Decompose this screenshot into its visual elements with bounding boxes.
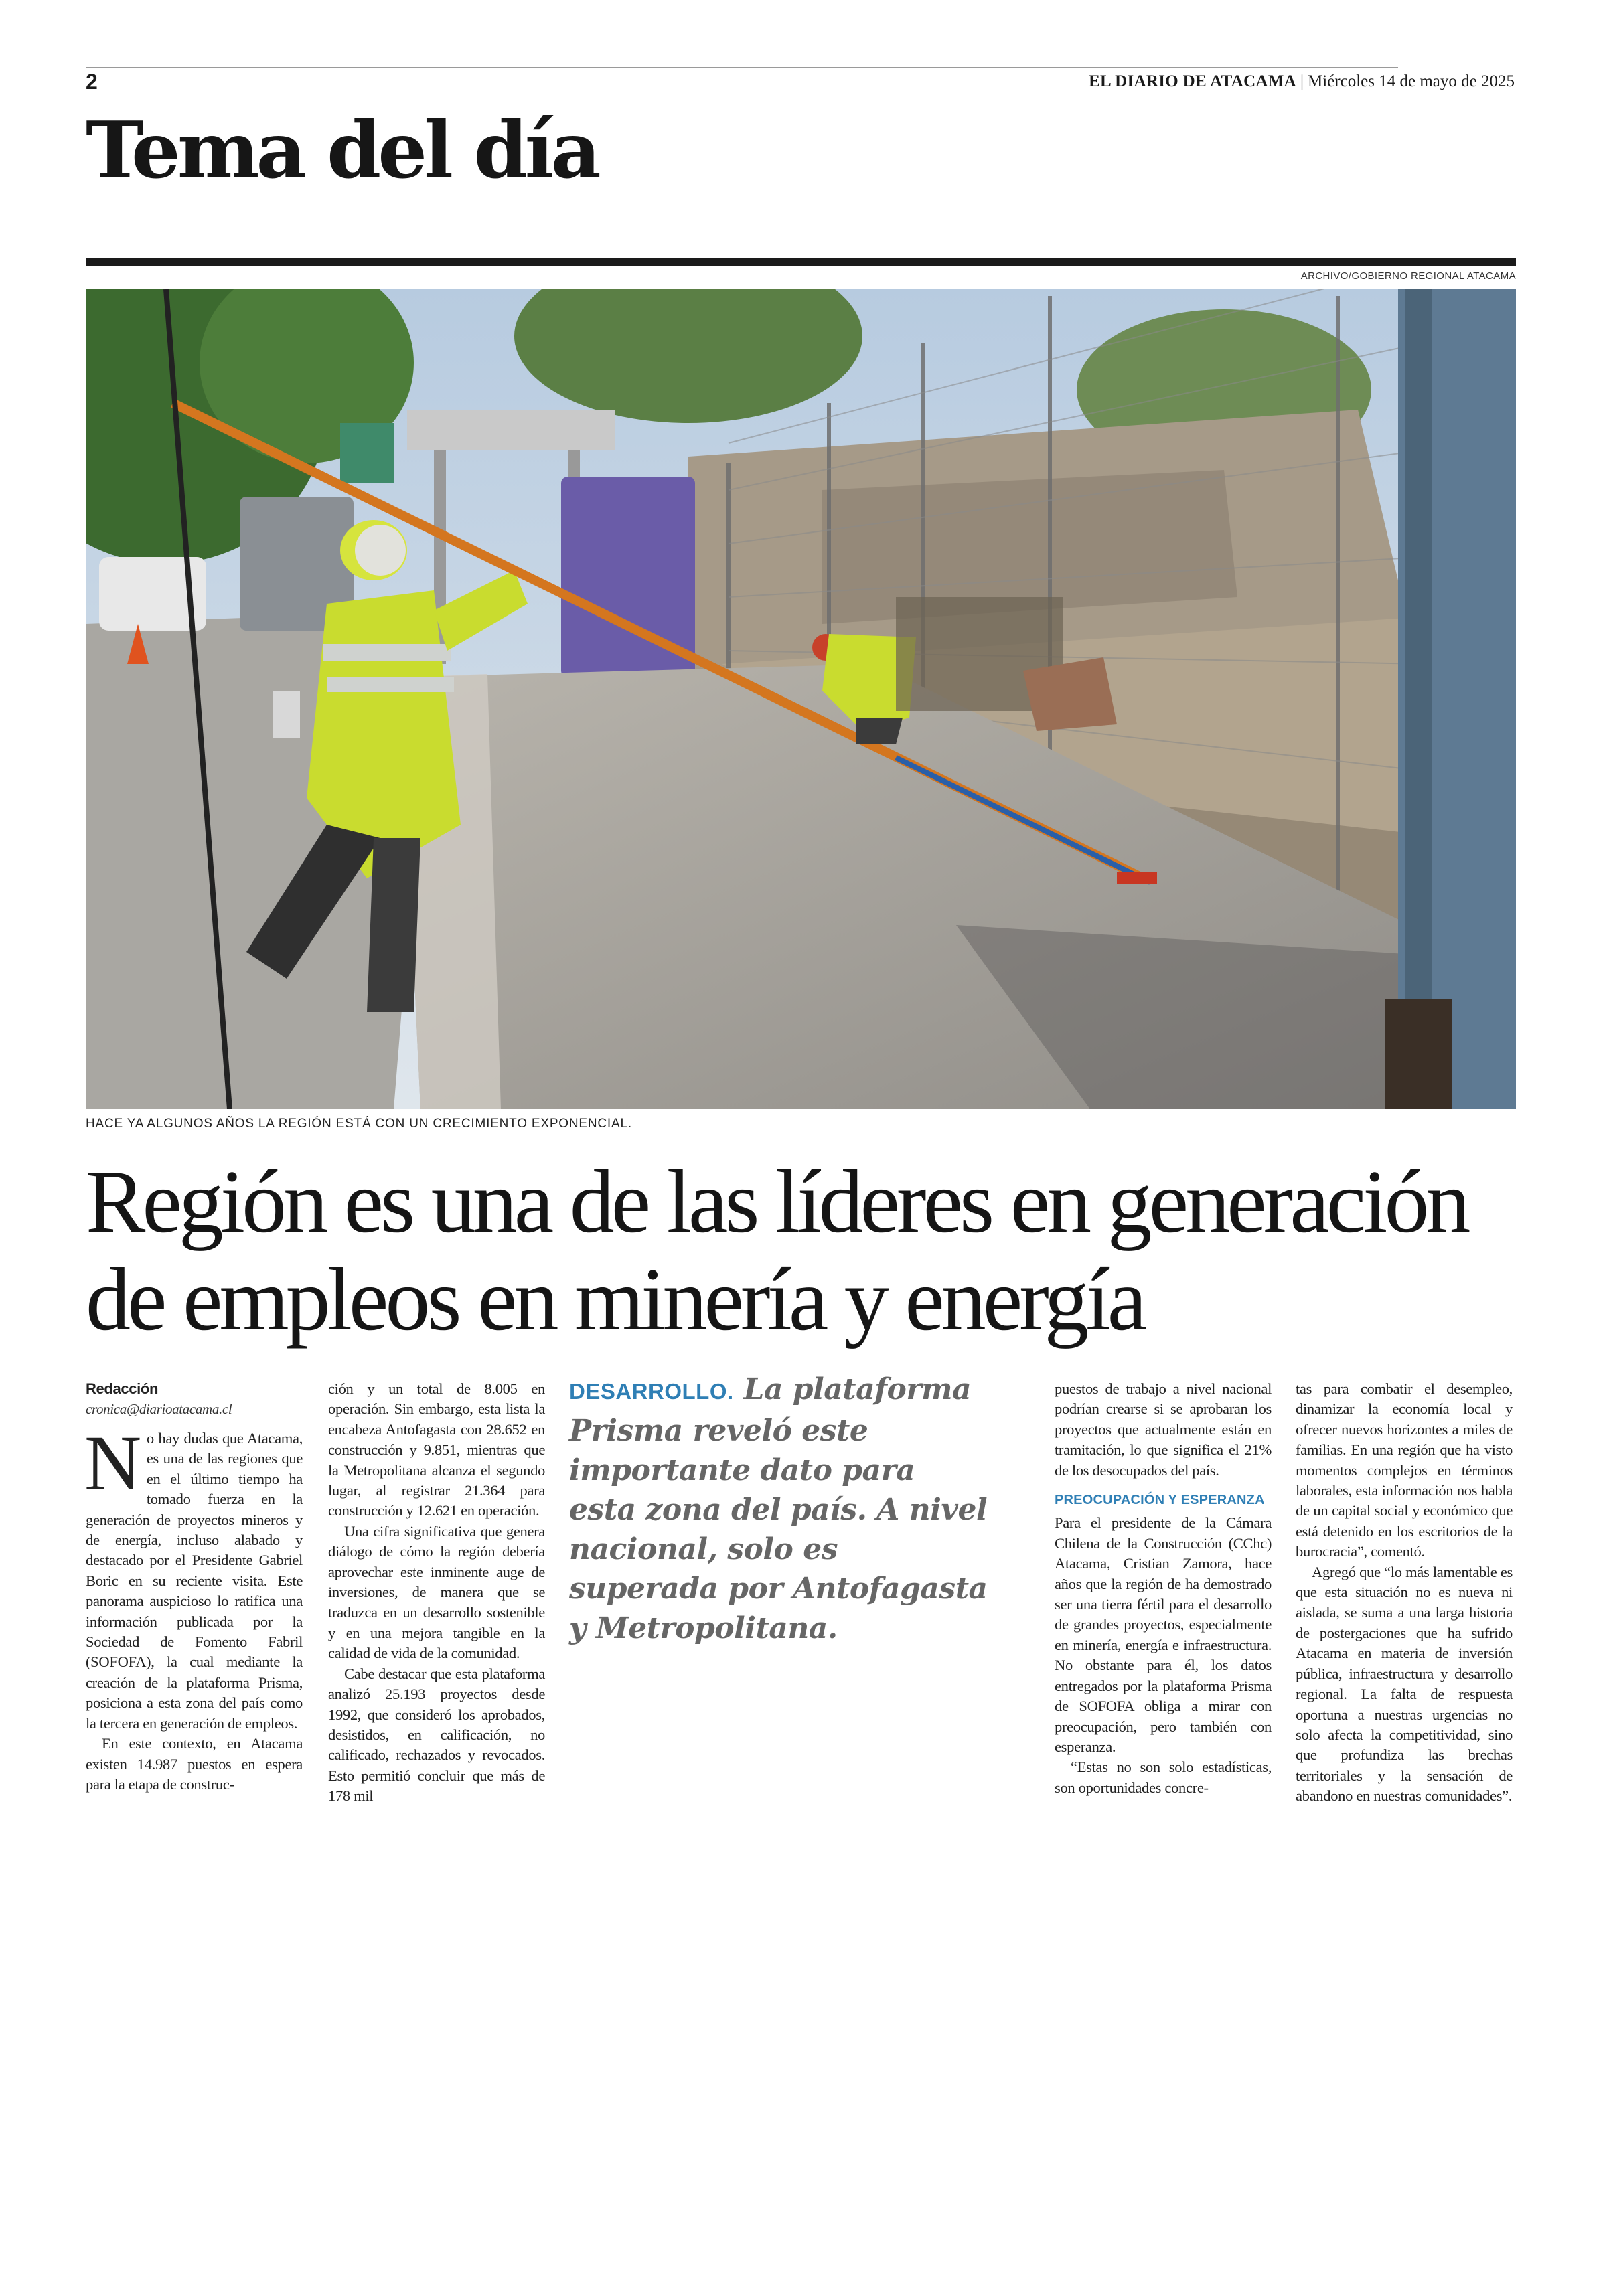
- headline: [86, 1153, 1532, 1348]
- article-paragraph: ción y un total de 8.005 en operación. Sin embargo, esta lista la encabeza Antofagasta con 28.652 en construcción y 9.851, mientras que la Metropolitana alcanza el segundo lugar, al registrar 21.364 para construcción y 12.621 en operación.: [328, 1380, 545, 1520]
- article-column-5: [1296, 1379, 1513, 1807]
- newspaper-name: EL DIARIO DE ATACAMA: [1089, 72, 1297, 90]
- pull-quote-label: DESARROLLO.: [569, 1379, 734, 1404]
- masthead: [1089, 72, 1515, 91]
- byline-email: cronica@diarioatacama.cl: [86, 1401, 232, 1417]
- article-paragraph: tas para combatir el desempleo, dinamizar la economía local y ofrecer nuevos horizontes a miles de familias. En una región que ha visto momentos complejos en términos laborales, esta información nos habla de un capital social y económico que está detenido en los escritorios de la burocracia”, comentó.: [1296, 1380, 1513, 1560]
- pull-quote: [569, 1370, 991, 1648]
- issue-date: Miércoles 14 de mayo de 2025: [1308, 72, 1515, 90]
- article-paragraph: [84, 1419, 303, 1734]
- photo-illustration: [86, 289, 1516, 1109]
- article-paragraph: puestos de trabajo a nivel nacional podrían crearse si se aprobaran los proyectos que actualmente están en tramitación, lo que significa el 21% de los desocupados del país.: [1055, 1380, 1272, 1479]
- headline-line-2: de empleos en minería y energía: [86, 1250, 1144, 1349]
- article-paragraph: Agregó que “lo más lamentable es que esta situación no es nueva ni aislada, se suma a una larga historia de postergaciones que ha sufrido Atacama en materia de inversión pública, infraestructura y desarrollo regional. La falta de respuesta oportuna a nuestras urgencias no solo afecta la competitividad, sino que profundiza las brechas territoriales y la sensación de abandono en nuestras comunidades”.: [1296, 1563, 1513, 1805]
- article-column-2: [328, 1379, 545, 1807]
- top-rule: [86, 67, 1398, 68]
- article-paragraph: Una cifra significativa que genera diálogo de cómo la región debería aprovechar este inminente auge de inversiones, de manera que se traduzca en un desarrollo sostenible y en una mejora tangible en la calidad de vida de la comunidad.: [328, 1522, 545, 1662]
- pull-quote-text: La plataforma Prisma reveló este importante dato para esta zona del país. A nivel nacional, solo es superada por Antofagasta y Metropolitana.: [569, 1372, 988, 1645]
- section-rule: [86, 258, 1516, 266]
- masthead-separator: |: [1300, 72, 1304, 90]
- headline-line-1: Región es una de las líderes en generación: [86, 1152, 1468, 1251]
- subheading: PREOCUPACIÓN Y ESPERANZA: [1055, 1493, 1265, 1508]
- article-column-1: [86, 1379, 303, 1795]
- photo-credit: ARCHIVO/GOBIERNO REGIONAL ATACAMA: [1300, 270, 1516, 282]
- construction-photo: [86, 289, 1516, 1109]
- article-paragraph: En este contexto, en Atacama existen 14.987 puestos en espera para la etapa de construc-: [86, 1735, 303, 1793]
- page-number: 2: [86, 70, 98, 94]
- byline-name: Redacción: [86, 1380, 159, 1397]
- article-paragraph: Cabe destacar que esta plataforma analizó 25.193 proyectos desde 1992, que consideró los aprobados, desistidos, en calificación, no calificado, rechazados y revocados. Esto permitió concluir que más de 178 mil: [328, 1665, 545, 1805]
- drop-cap: N: [84, 1419, 141, 1507]
- paragraph-text: o hay dudas que Atacama, es una de las regiones que en el último tiempo ha tomado fuerza en la generación de proyectos mineros y de energía, incluso alabado y destacado por el Presidente Gabriel Boric en su reciente visita. Este panorama auspicioso lo ratifica una información publicada por la Sociedad de Fomento Fabril (SOFOFA), la cual mediante la creación de la plataforma Prisma, posiciona a esta zona del país como la tercera en generación de empleos.: [86, 1430, 303, 1732]
- photo-caption: HACE YA ALGUNOS AÑOS LA REGIÓN ESTÁ CON UN CRECIMIENTO EXPONENCIAL.: [86, 1117, 632, 1131]
- article-paragraph: “Estas no son solo estadísticas, son oportunidades concre-: [1055, 1758, 1272, 1796]
- article-column-4: [1055, 1379, 1272, 1798]
- section-title: Tema del día: [86, 105, 598, 196]
- article-paragraph: Para el presidente de la Cámara Chilena de la Construcción (CChc) Atacama, Cristian Zamora, hace años que la región de ha demostrado ser una tierra fértil para el desarrollo de grandes proyectos, especialmente en minería, energía e infraestructura. No obstante para él, los datos entregados por la plataforma Prisma de SOFOFA obliga a mirar con preocupación, pero también con esperanza.: [1055, 1514, 1272, 1755]
